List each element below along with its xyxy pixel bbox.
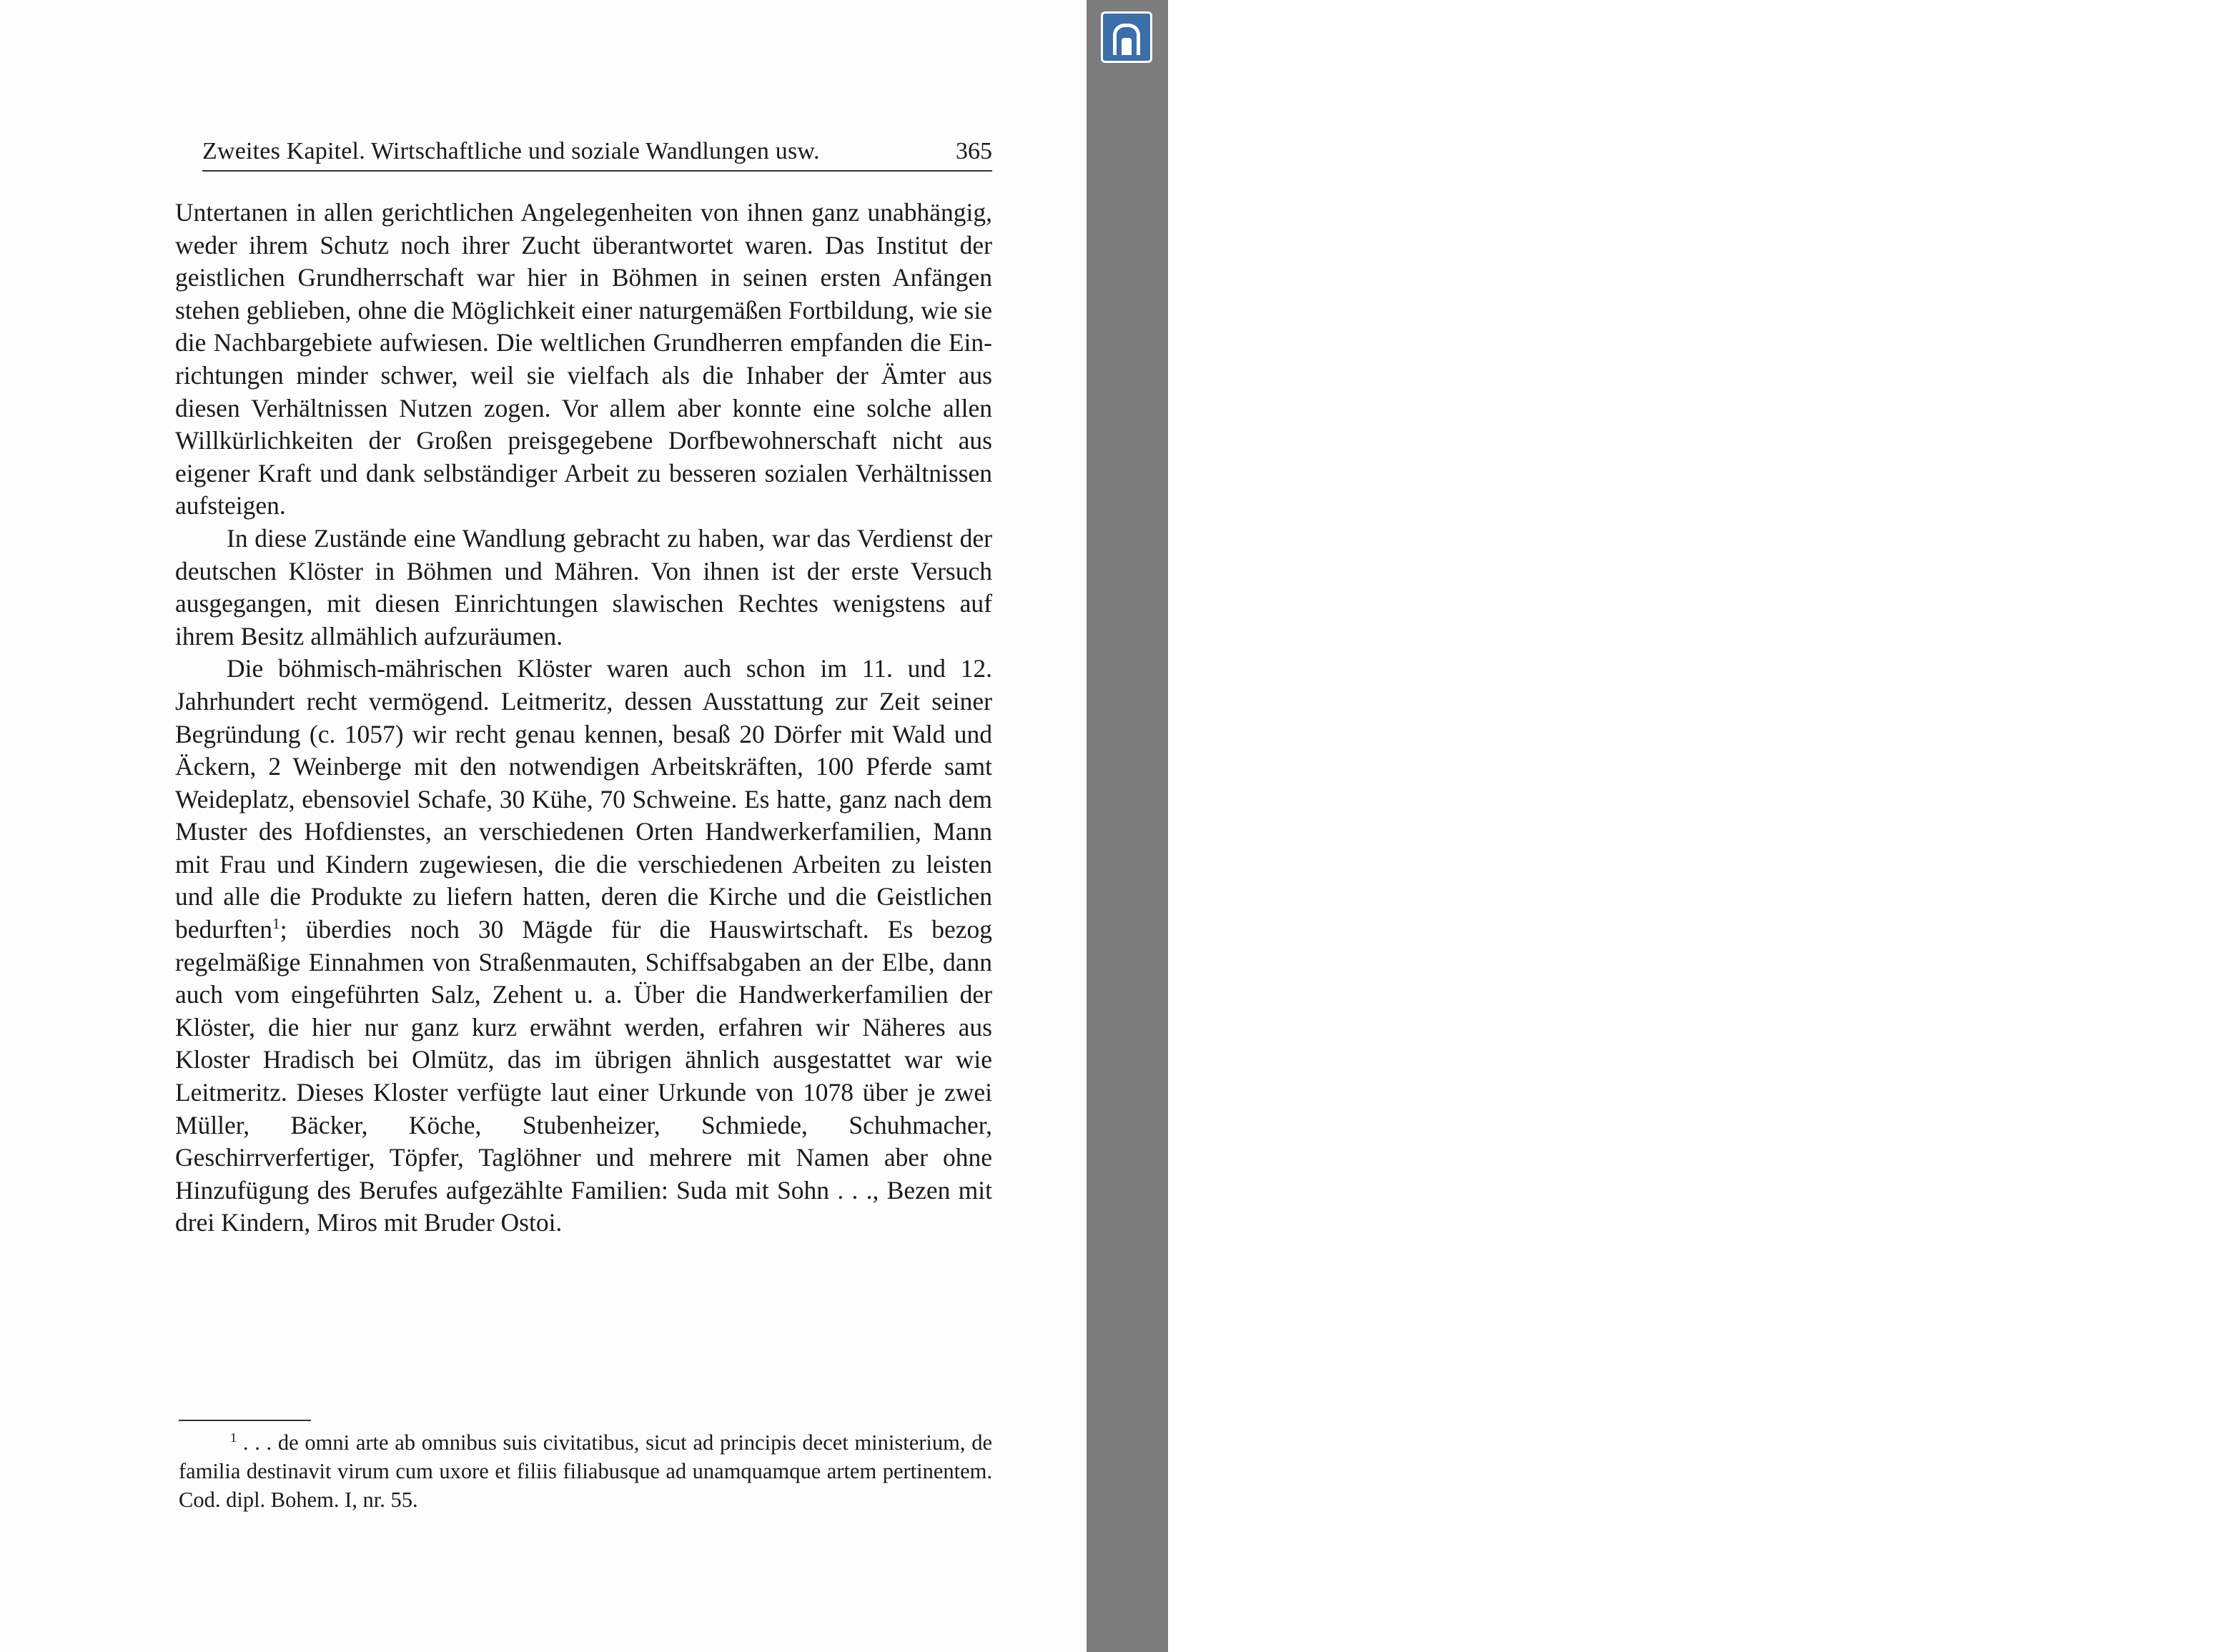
chapter-title: Zweites Kapitel. Wirtschaftliche und soziale Wandlungen usw. xyxy=(202,138,820,164)
paragraph-1: Untertanen in allen gerichtlichen Angelegenheiten von ihnen ganz unabhängig, weder ihrem Schutz noch ihrer Zucht überantwortet waren. Das Institut der geistlichen Grundherrschaft war hier in Böhmen in seinen ersten Anfängen stehen geblieben, ohne die Möglichkeit einer naturgemäßen Fortbildung, wie sie die Nachbargebiete aufwiesen. Die weltlichen Grundherren empfanden die Einrichtungen minder schwer, weil sie vielfach als die Inhaber der Ämter aus diesen Verhältnissen Nutzen zogen. Vor allem aber konnte eine solche allen Willkürlichkeiten der Großen preisgegebene Dorfbewohnerschaft nicht aus eigener Kraft und dank selbständiger Arbeit zu besseren sozialen Verhältnissen aufsteigen. xyxy=(175,198,992,520)
running-header xyxy=(202,136,992,167)
footnote-text: . . . de omni arte ab omnibus suis civitatibus, sicut ad principis decet ministerium, de familia destinavit virum cum uxore et filiis filiabusque ad unamquamque artem pertinentem. Cod. dipl. Bohem. I, nr. 55. xyxy=(179,1430,992,1512)
watermark-text: Créé par la version démo de Universal Document Converter. La version complète n'ajoute pas ce texte. xyxy=(2215,79,2236,1042)
paragraph-3 xyxy=(175,653,992,1240)
footnote-mark: 1 xyxy=(230,1430,237,1445)
footnote-reference: 1 xyxy=(272,915,280,933)
header-rule xyxy=(202,170,992,172)
paragraph-3-continuation: ; überdies noch 30 Mägde für die Hauswirtschaft. Es bezog regelmäßige Einnahmen von Straßenmauten, Schiffsabgaben an der Elbe, dann auch vom eingeführten Salz, Zehent u. a. Über die Handwerkerfamilien der Klöster, die hier nur ganz kurz erwähnt werden, erfahren wir Näheres aus Kloster Hradisch bei Olmütz, das im übrigen ähnlich ausgestattet war wie Leitmeritz. Dieses Kloster verfügte laut einer Urkunde von 1078 über je zwei Müller, Bäcker, Köche, Stubenheizer, Schmiede, Schuhmacher, Geschirrverfertiger, Töpfer, Taglöhner und mehrere mit Namen aber ohne Hinzufügung des Berufes aufgezählte Familien: Suda mit Sohn . . ., Bezen mit drei Kindern, Miros mit Bruder Ostoi. xyxy=(175,915,992,1237)
universal-document-converter-logo-icon xyxy=(1101,11,1152,63)
paragraph-3-start: Die böhmisch-mährischen Klöster waren auch schon im 11. und 12. Jahrhundert recht vermögend. Leitmeritz, dessen Ausstattung zur Zeit seiner Begründung (c. 1057) wir recht genau kennen, besaß 20 Dörfer mit Wald und Äckern, 2 Weinberge mit den notwendigen Arbeitskräften, 100 Pferde samt Weideplatz, ebensoviel Schafe, 30 Kühe, 70 Schweine. Es hatte, ganz nach dem Muster des Hofdienstes, an verschiedenen Orten Handwerkerfamilien, Mann mit Frau und Kindern zugewiesen, die die verschiedenen Arbeiten zu leisten und alle die Produkte zu liefern hatten, deren die Kirche und die Geistlichen bedurften xyxy=(175,654,992,944)
body-text xyxy=(175,197,992,1240)
footnote-rule xyxy=(179,1420,311,1421)
watermark-url: FR.PRINT-DRIVER.COM xyxy=(2189,79,2210,287)
page-number: 365 xyxy=(956,138,992,164)
document-page xyxy=(0,0,1087,1652)
footnote xyxy=(179,1428,992,1514)
paragraph-2: In diese Zustände eine Wandlung gebracht zu haben, war das Verdienst der deutschen Klöster in Böhmen und Mähren. Von ihnen ist der erste Versuch ausgegangen, mit diesen Einrichtungen slawischen Rechtes wenigstens auf ihrem Besitz allmählich aufzuräumen. xyxy=(175,523,992,651)
watermark-banner xyxy=(1087,0,2236,1652)
